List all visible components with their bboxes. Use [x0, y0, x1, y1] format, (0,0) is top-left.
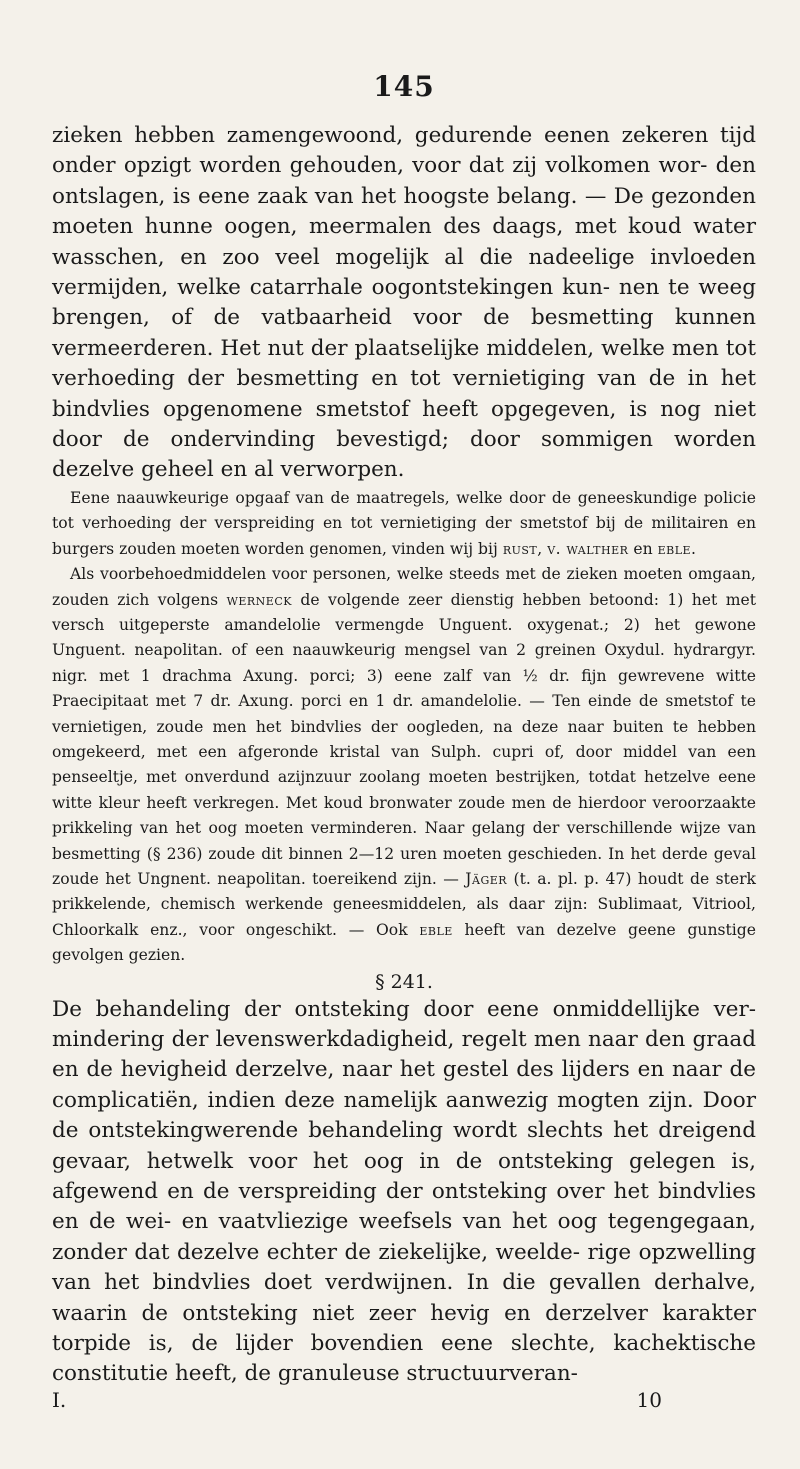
footnote-paragraph-2 [52, 562, 756, 969]
footnote-2-part3: (t. a. pl. p. 47) houdt de sterk prikkelende, chemisch werkende geneesmiddelen, als daar zijn: Sublimaat, Vitriool, Chloorkalk enz., voor ongeschikt. — Ook [52, 869, 756, 939]
footnote-1-text: Eene naauwkeurige opgaaf van de maatregels, welke door de geneeskundige policie tot verhoeding der verspreiding en tot vernietiging der smetstof bij de militairen en burgers zouden moeten worden genomen, vinden wij bij [52, 488, 756, 558]
author-jager: Jäger [465, 869, 508, 888]
footnote-1-end: . [691, 539, 697, 558]
page-number: 145 [373, 70, 435, 103]
footnote-paragraph-1 [52, 486, 756, 562]
author-rust: rust [502, 539, 538, 558]
body-paragraph-1: zieken hebben zamengewoond, gedurende eenen zekeren tijd onder opzigt worden gehouden, voor dat zij volkomen wor- den ontslagen, is eene zaak van het hoogste belang. — De gezonden moeten hunne oogen, meermalen des daags, met koud water wasschen, en zoo veel mogelijk al die nadeelige invloeden vermijden, welke catarrhale oogontstekingen kun- nen te weeg brengen, of de vatbaarheid voor de besmetting kunnen vermeerderen. Het nut der plaatselijke middelen, welke men tot verhoeding der besmetting en tot vernietiging van de in het bindvlies opgenomene smetstof heeft opgegeven, is nog niet door de ondervinding bevestigd; door sommigen worden dezelve geheel en al verworpen. [52, 123, 756, 483]
footnote-1-connector: , [537, 539, 548, 558]
author-eble: eble [657, 539, 692, 558]
footnote-2-part1: Als voorbehoedmiddelen voor personen, welke steeds met de zieken moeten omgaan, zouden zich volgens [52, 565, 756, 609]
signature-mark: I. [52, 1387, 67, 1412]
sheet-number: 10 [636, 1387, 662, 1412]
footnote-1-and: en [628, 539, 658, 558]
page-footer [52, 1388, 756, 1412]
author-walther: v. walther [547, 539, 629, 558]
footnote-2-part4: heeft van dezelve geene gunstige gevolgen gezien. [52, 920, 756, 965]
author-werneck: werneck [226, 590, 292, 609]
section-heading: § 241. [375, 970, 433, 993]
body-paragraph-2: De behandeling der ontsteking door eene onmiddellijke ver- mindering der levenswerkdadigheid, regelt men naar den graad en de hevigheid derzelve, naar het gestel des lijders en naar de complicatiën, indien deze namelijk aanwezig mogten zijn. Door de ontstekingwerende behandeling wordt slechts het dreigend gevaar, hetwelk voor het oog in de ontsteking gelegen is, afgewend en de verspreiding der ontsteking over het bindvlies en de wei- en vaatvliezige weefsels van het oog tegengegaan, zonder dat dezelve echter de ziekelijke, weelde- rige opzwelling van het bindvlies doet verdwijnen. In die gevallen derhalve, waarin de ontsteking niet zeer hevig en derzelver karakter torpide is, de lijder bovendien eene slechte, kachektische constitutie heeft, de granuleuse structuurveran- [52, 996, 756, 1387]
footnote-2-part2: de volgende zeer dienstig hebben betoond: 1) het met versch uitgeperste amandelolie vermengde Unguent. oxygenat.; 2) het gewone Unguent. neapolitan. of een naauwkeurig mengsel van 2 greinen Oxydul. hydrargyr. nigr. met 1 drachma Axung. porci; 3) eene zalf van ½ dr. fijn gewrevene witte Praecipitaat met 7 dr. Axung. porci en 1 dr. amandelolie. — Ten einde de smetstof te vernietigen, zoude men het bindvlies der oogleden, na deze naar buiten te hebben omgekeerd, met een afgeronde kristal van Sulph. cupri of, door middel van een penseeltje, met onverdund azijnzuur zoolang moeten bestrijken, totdat hetzelve eene witte kleur heeft verkregen. Met koud bronwater zoude men de hierdoor veroorzaakte prikkeling van het oog moeten verminderen. Naar gelang der verschillende wijze van besmetting (§ 236) zoude dit binnen 2—12 uren moeten geschieden. In het derde geval zoude het Ungnent. neapolitan. toereikend zijn. — [52, 590, 756, 888]
author-eble-2: eble [419, 920, 453, 939]
